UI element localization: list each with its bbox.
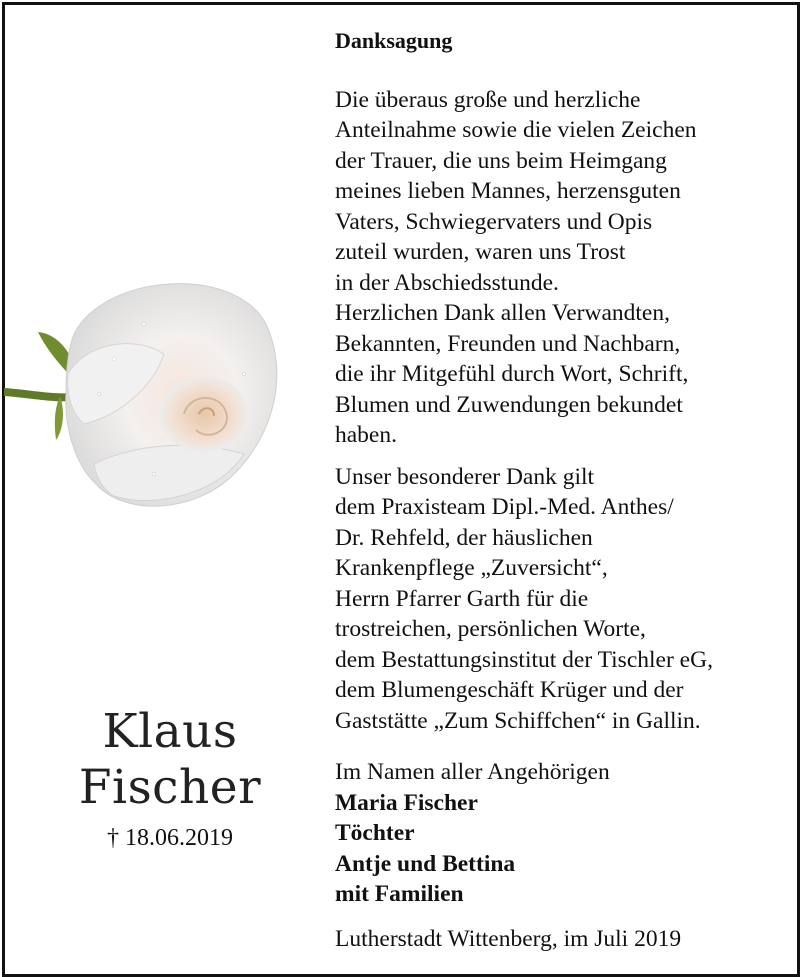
signature-intro: Im Namen aller Angehörigen <box>335 759 610 785</box>
signature-name: Maria Fischer <box>335 789 478 816</box>
paragraph-line: Herrn Pfarrer Garth für die <box>335 585 589 612</box>
heading: Danksagung <box>335 28 453 53</box>
signature-name: Töchter <box>335 820 415 846</box>
paragraph-line: Blumen und Zuwendungen bekundet <box>335 391 683 418</box>
paragraph-line: Unser besonderer Dank gilt <box>335 463 595 490</box>
paragraph-line: die ihr Mitgefühl durch Wort, Schrift, <box>335 361 689 387</box>
paragraph-line: Gaststätte „Zum Schiffchen“ in Gallin. <box>335 707 701 734</box>
text-column <box>335 26 795 921</box>
paragraph-line: Herzlichen Dank allen Verwandten, <box>335 300 670 326</box>
death-date: † 18.06.2019 <box>107 825 233 851</box>
paragraph-line: trostreichen, persönlichen Worte, <box>335 616 646 642</box>
deceased-last-name: Fischer <box>78 760 262 815</box>
paragraph-line: Dr. Rehfeld, der häuslichen <box>335 524 593 551</box>
paragraph-thanks <box>335 85 795 451</box>
paragraph-line: dem Praxisteam Dipl.-Med. Anthes/ <box>335 494 674 520</box>
paragraph-line: in der Abschiedsstunde. <box>335 269 559 296</box>
deceased-first-name: Klaus <box>102 704 238 759</box>
paragraph-line: dem Blumengeschäft Krüger und der <box>335 677 684 703</box>
white-rose-icon <box>4 264 288 520</box>
paragraph-line: Die überaus große und herzliche <box>335 86 641 113</box>
paragraph-line: Krankenpflege „Zuversicht“, <box>335 555 608 581</box>
paragraph-line: haben. <box>335 422 397 448</box>
paragraph-line: dem Bestattungsinstitut der Tischler eG, <box>335 646 713 673</box>
signature-block <box>335 757 795 910</box>
paragraph-line: Vaters, Schwiegervaters und Opis <box>335 208 653 235</box>
paragraph-line: der Trauer, die uns beim Heimgang <box>335 147 667 174</box>
signature-name: Antje und Bettina <box>335 850 516 877</box>
paragraph-line: zuteil wurden, waren uns Trost <box>335 239 626 265</box>
paragraph-line: meines lieben Mannes, herzensguten <box>335 178 681 204</box>
signature-name: mit Familien <box>335 881 464 907</box>
paragraph-special-thanks <box>335 462 795 737</box>
place-and-date: Lutherstadt Wittenberg, im Juli 2019 <box>335 926 682 952</box>
paragraph-line: Anteilnahme sowie die vielen Zeichen <box>335 117 697 143</box>
paragraph-line: Bekannten, Freunden und Nachbarn, <box>335 330 681 357</box>
